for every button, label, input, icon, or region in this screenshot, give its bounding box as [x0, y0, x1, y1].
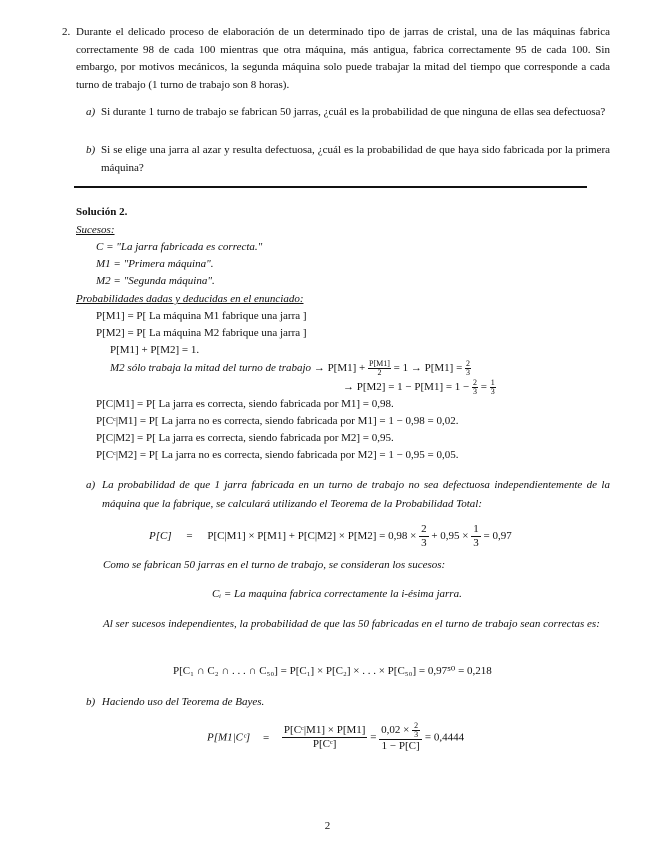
- solution-a-text3: Al ser sucesos independientes, la probabilidad de que las 50 fabricadas en el turno de trabajo sean correctas es:: [103, 618, 600, 630]
- event-m1: M1 = "Primera máquina".: [96, 258, 214, 270]
- eq1-f1-den: 3: [421, 537, 427, 549]
- independence-equation: P[C₁ ∩ C₂ ∩ . . . ∩ C₅₀] = P[C₁] × P[C₂] × . . . × P[C₅₀] = 0,97⁵⁰ = 0,218: [173, 665, 492, 677]
- p5-fraction: [472, 379, 478, 396]
- part-a-label: a): [86, 106, 96, 118]
- prob-c-given-m2: P[C|M2] = P[ La jarra es correcta, siendo fabricada por M2] = 0,95.: [96, 432, 394, 444]
- eq3-result: = 0,4444: [424, 731, 465, 744]
- p5-result-fraction: [490, 379, 496, 396]
- problem-statement: [62, 24, 610, 94]
- solution-part-a: [86, 476, 610, 514]
- event-c: C = "La jarra fabricada es correcta.": [96, 241, 263, 253]
- p4-frac-num: P[M1]: [369, 359, 390, 368]
- ci-definition: Cᵢ = La maquina fabrica correctamente la i-ésima jarra.: [212, 588, 462, 600]
- eq1-rhs-c: = 0,97: [483, 530, 512, 543]
- problem-number: 2.: [62, 26, 71, 38]
- p4-math-b: = 1 → P[M1] =: [393, 362, 463, 375]
- probabilities-heading: Probabilidades dadas y deducidas en el enunciado:: [76, 293, 304, 305]
- eq3-f2-den: 1 − P[C]: [381, 740, 420, 752]
- solution-a-text2: Como se fabrican 50 jarras en el turno de trabajo, se consideran los sucesos:: [103, 559, 446, 571]
- section-divider: [74, 186, 587, 188]
- solution-b-text: Haciendo uso del Teorema de Bayes.: [101, 696, 265, 708]
- solution-a-text: La probabilidad de que 1 jarra fabricada en un turno de trabajo no sea defectuosa independientemente de la máquina que la fabrique, se calculará utilizando el Teorema de la Probabilidad Total:: [102, 479, 610, 510]
- p4-math-a: → P[M1] +: [313, 362, 366, 375]
- eq3-equals-2: =: [370, 731, 377, 744]
- eq1-f1-num: 2: [421, 523, 427, 535]
- eq3-fraction-1: [282, 724, 368, 751]
- eq1-rhs-a: P[C|M1] × P[M1] + P[C|M2] × P[M2] = 0,98 ×: [207, 530, 417, 543]
- prob-c-given-m1: P[C|M1] = P[ La jarra es correcta, siendo fabricada por M1] = 0,98.: [96, 398, 394, 410]
- eq3-fraction-2: [379, 722, 422, 753]
- p4-fraction: [368, 360, 391, 377]
- eq1-fraction-2: [471, 523, 481, 550]
- p5-res-num: 1: [490, 378, 495, 387]
- p4-frac-den: 2: [377, 368, 382, 377]
- eq1-lhs: P[C]: [149, 530, 172, 543]
- p5-frac-num: 2: [473, 378, 478, 387]
- part-a-text: Si durante 1 turno de trabajo se fabrican 50 jarras, ¿cuál es la probabilidad de que ninguna de ellas sea defectuosa?: [101, 106, 606, 118]
- prob-cc-given-m1: P[Cᶜ|M1] = P[ La jarra no es correcta, siendo fabricada por M1] = 1 − 0,98 = 0,02.: [96, 415, 459, 427]
- bayes-equation: [207, 722, 464, 753]
- eq1-fraction-1: [419, 523, 429, 550]
- eq1-rhs-b: + 0,95 ×: [431, 530, 469, 543]
- prob-m2: P[M2] = P[ La máquina M2 fabrique una jarra ]: [96, 327, 307, 339]
- problem-part-a: [86, 104, 610, 122]
- p4-res-num: 2: [466, 359, 471, 368]
- p5-math-a: → P[M2] = 1 − P[M1] = 1 −: [343, 381, 470, 394]
- p5-frac-den: 3: [473, 387, 478, 396]
- problem-part-b: [86, 142, 610, 177]
- p4-res-den: 3: [466, 368, 471, 377]
- solution-a-label: a): [86, 479, 96, 491]
- eq3-equals: =: [262, 731, 270, 744]
- part-b-text: Si se elige una jarra al azar y resulta defectuosa, ¿cuál es la probabilidad de que haya sido fabricada por la primera máquina?: [101, 144, 610, 174]
- total-probability-equation: [149, 523, 512, 550]
- p5-math-b: =: [480, 381, 487, 394]
- eq3-inner-num: 2: [414, 721, 419, 730]
- prob-m1-derivation: [110, 360, 471, 377]
- prob-m2-derivation: [343, 379, 496, 396]
- part-b-label: b): [86, 144, 96, 156]
- eq1-equals: =: [186, 530, 193, 543]
- solution-part-b: [86, 696, 264, 708]
- page-number: 2: [324, 820, 331, 832]
- prob-cc-given-m2: P[Cᶜ|M2] = P[ La jarra no es correcta, siendo fabricada por M2] = 1 − 0,95 = 0,05.: [96, 449, 459, 461]
- p4-result-fraction: [465, 360, 471, 377]
- events-heading: Sucesos:: [76, 224, 115, 236]
- problem-text: Durante el delicado proceso de elaboración de un determinado tipo de jarras de cristal, una de las máquinas fabrica correctamente 98 de cada 100 mientras que otra máquina, más antigua, fabrica correctamente 95 de cada 100. Sin embargo, por motivos mecánicos, la segunda máquina solo puede trabajar la mitad del tiempo que corresponde a cada turno de trabajo (1 turno de trabajo son 8 horas).: [76, 26, 610, 91]
- m2-half-shift-text: M2 sólo trabaja la mitad del turno de trabajo: [110, 362, 312, 375]
- eq3-inner-fraction: [412, 722, 420, 739]
- eq3-lhs: P[M1|Cᶜ]: [207, 731, 251, 744]
- eq1-f2-num: 1: [473, 523, 479, 535]
- eq3-f2-numerator: [379, 722, 422, 740]
- solution-title: Solución 2.: [76, 206, 128, 218]
- eq3-f2-num-a: 0,02 ×: [381, 724, 410, 737]
- eq3-inner-den: 3: [414, 730, 419, 739]
- eq1-f2-den: 3: [473, 537, 479, 549]
- prob-m1: P[M1] = P[ La máquina M1 fabrique una jarra ]: [96, 310, 307, 322]
- p5-res-den: 3: [490, 387, 495, 396]
- eq3-f1-num: P[Cᶜ|M1] × P[M1]: [283, 724, 366, 736]
- prob-sum: P[M1] + P[M2] = 1.: [110, 344, 200, 356]
- event-m2: M2 = "Segunda máquina".: [96, 275, 215, 287]
- solution-b-label: b): [86, 696, 96, 708]
- eq3-f1-den: P[Cᶜ]: [312, 738, 337, 750]
